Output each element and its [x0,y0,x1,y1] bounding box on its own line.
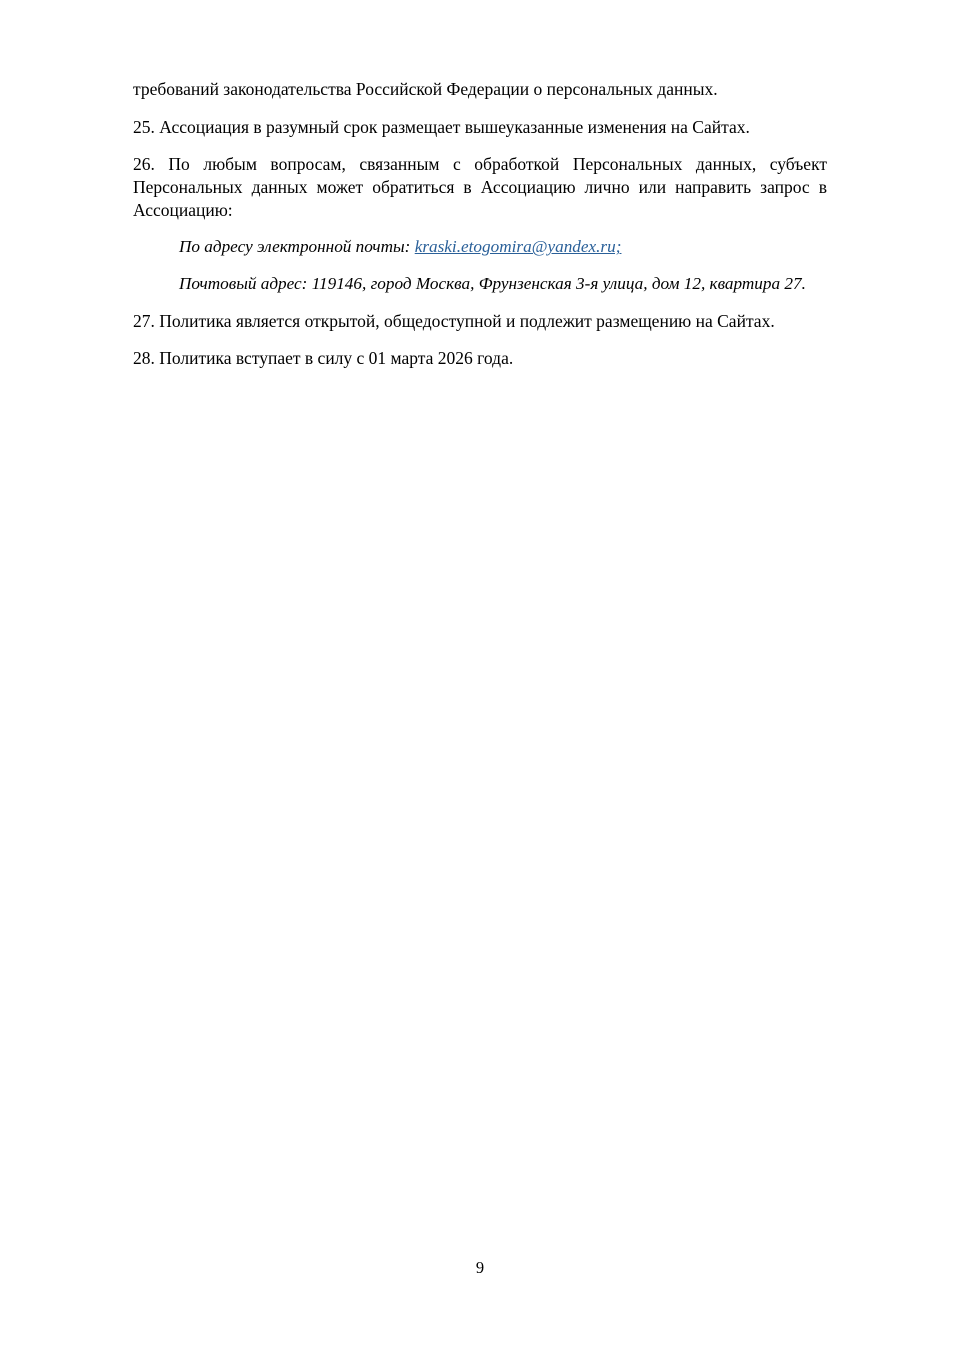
contact-email-line [133,236,827,259]
contact-email-label: По адресу электронной почты [179,237,405,257]
paragraph-clause-25: 25. Ассоциация в разумный срок размещает вышеуказанные изменения на Сайтах. [133,117,750,138]
contact-email-separator: : [404,237,415,257]
document-body [133,78,827,370]
contact-email-link[interactable]: kraski.etogomira@yandex.ru; [414,237,622,257]
paragraph-clause-27: 27. Политика является открытой, общедоступной и подлежит размещению на Сайтах. [133,310,775,331]
paragraph-clause-26: 26. По любым вопросам, связанным с обработкой Персональных данных, субъект Персональных данных может обратиться в Ассоциацию лично или направить запрос в Ассоциацию: [133,154,827,221]
page-number: 9 [475,1258,485,1277]
contact-postal-line: Почтовый адрес: 119146, город Москва, Фрунзенская 3-я улица, дом 12, квартира 27. [179,274,806,294]
paragraph-continuation: требований законодательства Российской Федерации о персональных данных. [133,79,718,99]
paragraph-clause-28: 28. Политика вступает в силу с 01 марта 2026 года. [133,347,514,368]
